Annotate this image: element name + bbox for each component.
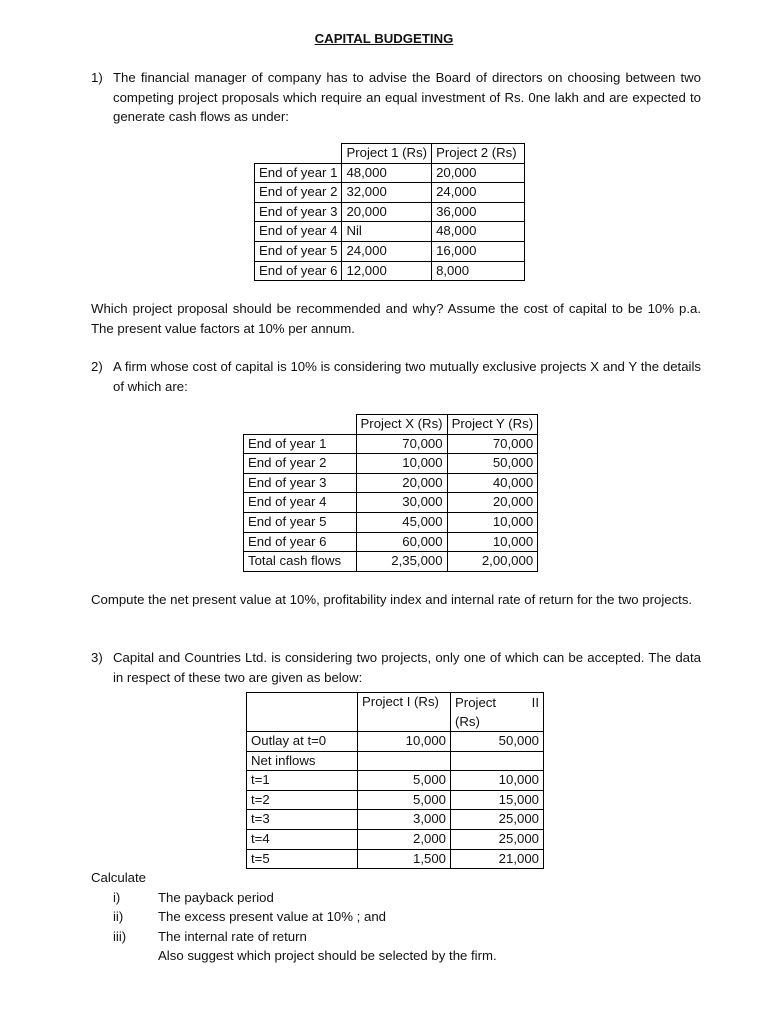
- header-cell: Project 2 (Rs): [432, 144, 525, 164]
- cell: 30,000: [356, 493, 447, 513]
- table-row: [244, 454, 538, 474]
- cell: 20,000: [356, 473, 447, 493]
- row-label: End of year 2: [244, 454, 357, 474]
- cell: 10,000: [358, 732, 451, 752]
- table-row: [244, 493, 538, 513]
- table-row: [247, 849, 544, 869]
- table-row: [255, 241, 525, 261]
- cell: 2,000: [358, 829, 451, 849]
- list-item: [91, 907, 386, 927]
- table-row: [255, 222, 525, 242]
- table-row: [247, 790, 544, 810]
- list-item-text: The internal rate of return: [158, 928, 307, 944]
- cell: 50,000: [451, 732, 544, 752]
- cell: 10,000: [447, 512, 538, 532]
- list-item: [91, 927, 307, 947]
- row-label: End of year 3: [255, 202, 342, 222]
- cell: 70,000: [447, 434, 538, 454]
- closing-line: [91, 946, 497, 966]
- row-label: t=4: [247, 829, 358, 849]
- question-1-followup: Which project proposal should be recommended and why? Assume the cost of capital to be 10% p.a. The present value factors at 10% per annum.: [91, 301, 701, 336]
- header-cell: [255, 144, 342, 164]
- header-cell-empty: [247, 693, 358, 732]
- cell: 24,000: [432, 183, 525, 203]
- header-cell: [244, 415, 357, 435]
- table-row: [247, 732, 544, 752]
- header-line: [455, 693, 539, 712]
- list-item-number: iii): [113, 928, 127, 944]
- row-label: t=1: [247, 771, 358, 791]
- header-cell: [451, 693, 544, 732]
- cell: 10,000: [356, 454, 447, 474]
- header-roman: II: [531, 695, 539, 710]
- table-row: [255, 261, 525, 281]
- question-2-followup: Compute the net present value at 10%, profitability index and internal rate of return for the two projects.: [91, 592, 693, 607]
- cell: 2,35,000: [356, 552, 447, 572]
- cell: [358, 751, 451, 771]
- header-cell: Project Y (Rs): [447, 415, 538, 435]
- cell: 2,00,000: [447, 552, 538, 572]
- question-3-table: [246, 692, 544, 869]
- question-2-table: [243, 414, 538, 572]
- cell: 10,000: [447, 532, 538, 552]
- cell: 20,000: [432, 163, 525, 183]
- row-label: t=5: [247, 849, 358, 869]
- table-row: [244, 532, 538, 552]
- question-2-text: A firm whose cost of capital is 10% is considering two mutually exclusive projects X and Y the details of which are:: [113, 359, 701, 394]
- table-row: [247, 751, 544, 771]
- table-row: [247, 771, 544, 791]
- table-row: [247, 829, 544, 849]
- table-row: [255, 163, 525, 183]
- question-1-table: [254, 143, 525, 281]
- cell: 48,000: [432, 222, 525, 242]
- cell: 8,000: [432, 261, 525, 281]
- cell: 50,000: [447, 454, 538, 474]
- table-row: [247, 810, 544, 830]
- table-header-row: [247, 693, 544, 732]
- cell: 25,000: [451, 810, 544, 830]
- table-row: [244, 512, 538, 532]
- cell: 48,000: [342, 163, 432, 183]
- row-label: End of year 3: [244, 473, 357, 493]
- question-1-text: The financial manager of company has to advise the Board of directors on choosing between two competing project proposals which require an equal investment of Rs. 0ne lakh and are expected to generate cash flows as under:: [113, 70, 701, 124]
- table-total-row: [244, 552, 538, 572]
- row-label: End of year 6: [255, 261, 342, 281]
- header-cell: Project X (Rs): [356, 415, 447, 435]
- row-label: End of year 2: [255, 183, 342, 203]
- header-unit: (Rs): [455, 714, 480, 729]
- table-header-row: [244, 415, 538, 435]
- row-label: End of year 6: [244, 532, 357, 552]
- table-row: [244, 473, 538, 493]
- cell: 1,500: [358, 849, 451, 869]
- row-label: t=3: [247, 810, 358, 830]
- row-label: t=2: [247, 790, 358, 810]
- calculate-label: Calculate: [91, 870, 146, 885]
- cell: 12,000: [342, 261, 432, 281]
- cell: 21,000: [451, 849, 544, 869]
- cell: 32,000: [342, 183, 432, 203]
- row-label: End of year 1: [244, 434, 357, 454]
- document-title: CAPITAL BUDGETING: [314, 31, 454, 46]
- list-item-text: The excess present value at 10% ; and: [158, 909, 386, 924]
- cell: 5,000: [358, 790, 451, 810]
- question-3-number: 3): [91, 650, 103, 665]
- calculate-list: [91, 868, 497, 966]
- cell: 70,000: [356, 434, 447, 454]
- row-label: End of year 5: [244, 512, 357, 532]
- row-label: End of year 5: [255, 241, 342, 261]
- cell: 25,000: [451, 829, 544, 849]
- row-label: End of year 4: [244, 493, 357, 513]
- question-3-text: Capital and Countries Ltd. is considering two projects, only one of which can be accepted. The data in respect of these two are given as below:: [113, 650, 701, 685]
- cell: 3,000: [358, 810, 451, 830]
- header-cell: Project 1 (Rs): [342, 144, 432, 164]
- table-row: [255, 183, 525, 203]
- cell: 10,000: [451, 771, 544, 791]
- list-item-text: The payback period: [158, 889, 274, 905]
- list-item-number: i): [113, 889, 121, 905]
- cell: 20,000: [447, 493, 538, 513]
- cell: 24,000: [342, 241, 432, 261]
- cell: 5,000: [358, 771, 451, 791]
- cell: 20,000: [342, 202, 432, 222]
- table-header-row: [255, 144, 525, 164]
- cell: 40,000: [447, 473, 538, 493]
- cell: 15,000: [451, 790, 544, 810]
- row-label: End of year 1: [255, 163, 342, 183]
- cell: 60,000: [356, 532, 447, 552]
- cell: 45,000: [356, 512, 447, 532]
- table-row: [244, 434, 538, 454]
- question-1-number: 1): [91, 70, 103, 85]
- row-label: Outlay at t=0: [247, 732, 358, 752]
- list-item-number: ii): [113, 909, 124, 924]
- header-text: Project: [455, 695, 497, 710]
- closing-text: Also suggest which project should be selected by the firm.: [158, 948, 497, 963]
- cell: 36,000: [432, 202, 525, 222]
- row-label: Net inflows: [247, 751, 358, 771]
- row-label: Total cash flows: [244, 552, 357, 572]
- cell: Nil: [342, 222, 432, 242]
- question-2-number: 2): [91, 359, 103, 374]
- cell: [451, 751, 544, 771]
- list-item: [91, 888, 274, 908]
- row-label: End of year 4: [255, 222, 342, 242]
- table-row: [255, 202, 525, 222]
- header-cell: Project I (Rs): [358, 693, 451, 732]
- cell: 16,000: [432, 241, 525, 261]
